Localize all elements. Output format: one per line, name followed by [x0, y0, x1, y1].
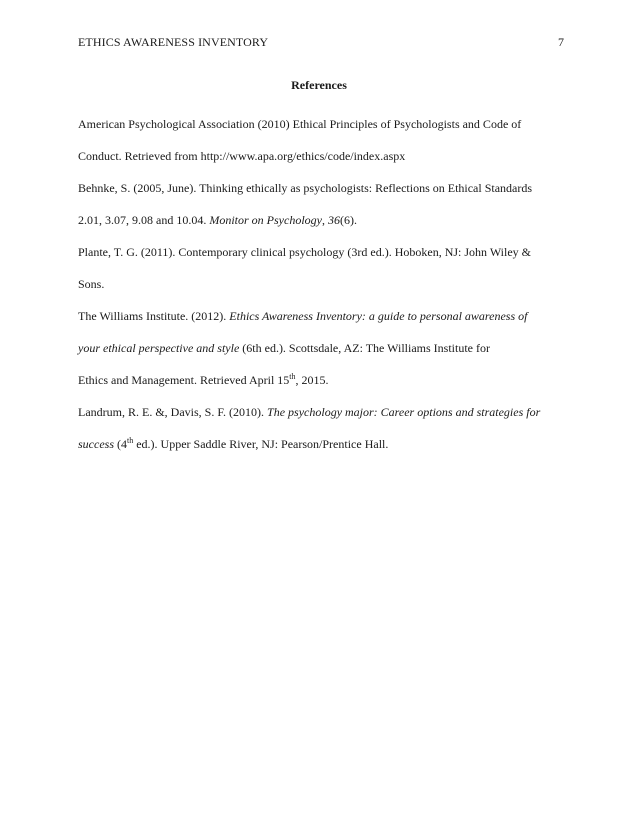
reference-apa-line-2: Conduct. Retrieved from http://www.apa.org/ethics/code/index.aspx	[78, 149, 406, 163]
reference-williams-publisher: (6th ed.). Scottsdale, AZ: The Williams Institute for	[239, 341, 490, 355]
reference-williams	[78, 300, 558, 396]
reference-behnke-line-2	[78, 204, 558, 236]
reference-behnke-separator: ,	[321, 213, 328, 227]
reference-landrum-title-2: success	[78, 437, 114, 451]
reference-behnke-volume: 36	[327, 213, 340, 227]
reference-landrum-author: Landrum, R. E. &, Davis, S. F. (2010).	[78, 405, 268, 419]
reference-apa-line-1: American Psychological Association (2010) Ethical Principles of Psychologists and Code of	[78, 117, 522, 131]
reference-behnke-journal: Monitor on Psychology	[209, 213, 322, 227]
reference-plante-line-2: Sons.	[78, 277, 105, 291]
running-head: ETHICS AWARENESS INVENTORY	[78, 35, 269, 49]
page-header	[78, 34, 564, 50]
reference-landrum-title-1: The psychology major: Career options and strategies for	[267, 405, 541, 419]
reference-williams-line-3	[78, 364, 558, 396]
reference-landrum	[78, 396, 558, 460]
reference-behnke	[78, 172, 558, 236]
reference-behnke-issue: (6).	[339, 213, 357, 227]
reference-landrum-line-2	[78, 428, 558, 460]
reference-landrum-ordinal: th	[127, 436, 134, 445]
reference-williams-title-1: Ethics Awareness Inventory: a guide to personal awareness of	[229, 309, 528, 323]
reference-plante	[78, 236, 558, 300]
reference-behnke-line-1: Behnke, S. (2005, June). Thinking ethically as psychologists: Reflections on Ethical Standards	[78, 181, 533, 195]
reference-apa	[78, 108, 558, 172]
page-number: 7	[558, 35, 564, 49]
reference-williams-author: The Williams Institute. (2012).	[78, 309, 230, 323]
references-heading: References	[291, 78, 347, 92]
reference-list	[78, 108, 558, 460]
reference-landrum-edition-start: (4	[114, 437, 127, 451]
reference-williams-retrieved: Ethics and Management. Retrieved April 15	[78, 373, 290, 387]
reference-landrum-publisher: ed.). Upper Saddle River, NJ: Pearson/Prentice Hall.	[133, 437, 389, 451]
reference-behnke-standards: 2.01, 3.07, 9.08 and 10.04.	[78, 213, 210, 227]
reference-williams-line-1	[78, 300, 558, 332]
reference-williams-ordinal: th	[289, 372, 296, 381]
reference-landrum-line-1	[78, 396, 558, 428]
reference-williams-line-2	[78, 332, 558, 364]
reference-plante-line-1: Plante, T. G. (2011). Contemporary clinical psychology (3rd ed.). Hoboken, NJ: John Wiley &	[78, 245, 531, 259]
reference-williams-title-2: your ethical perspective and style	[78, 341, 240, 355]
reference-williams-year: , 2015.	[295, 373, 329, 387]
